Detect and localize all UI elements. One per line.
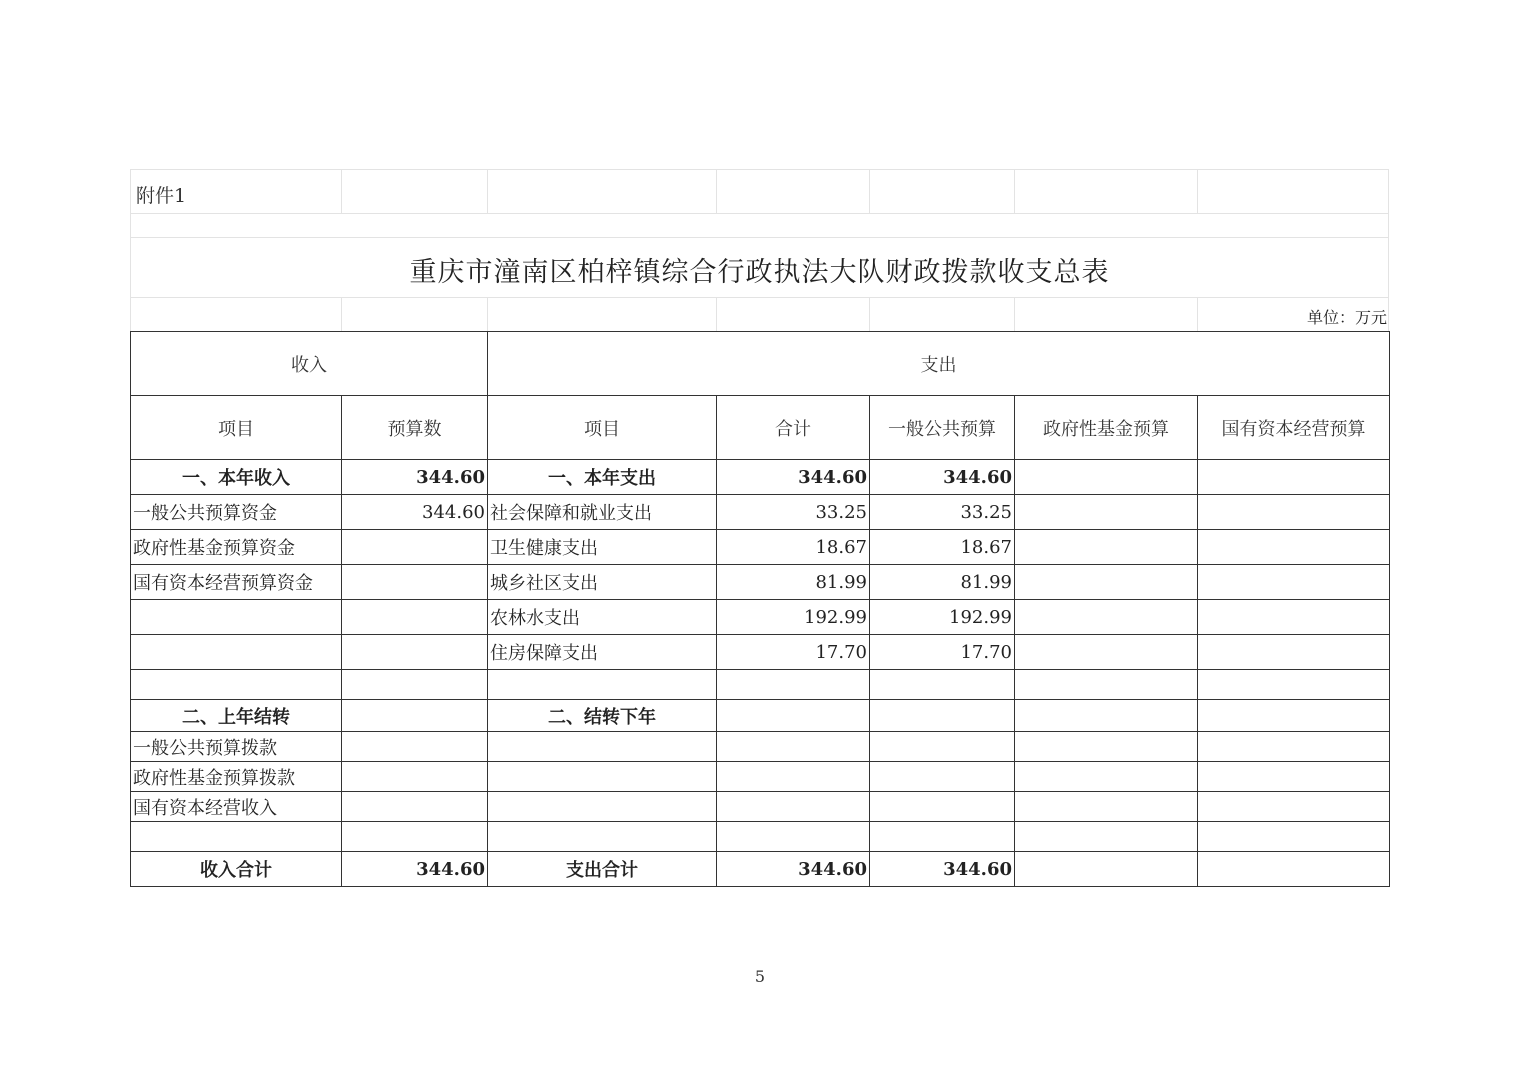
income-value-cell: 344.60 (342, 495, 488, 530)
table-row (131, 565, 1390, 600)
col-general-budget: 一般公共预算 (870, 396, 1015, 460)
state-capital-cell (1198, 732, 1390, 762)
general-budget-cell: 344.60 (870, 852, 1015, 887)
table-row (131, 762, 1390, 792)
gridline (1014, 169, 1015, 213)
income-value-cell (342, 732, 488, 762)
expense-total-cell: 192.99 (717, 600, 870, 635)
expense-item-cell: 卫生健康支出 (488, 530, 717, 565)
gov-fund-cell (1015, 635, 1198, 670)
state-capital-cell (1198, 700, 1390, 732)
unit-label: 单位：万元 (1306, 308, 1387, 327)
state-capital-cell (1198, 670, 1390, 700)
expense-total-cell (717, 822, 870, 852)
table-row (131, 822, 1390, 852)
expense-total-cell: 344.60 (717, 852, 870, 887)
expense-total-cell: 18.67 (717, 530, 870, 565)
general-budget-cell (870, 732, 1015, 762)
gridline (869, 297, 870, 331)
expense-total-cell (717, 670, 870, 700)
gov-fund-cell (1015, 792, 1198, 822)
gov-fund-cell (1015, 700, 1198, 732)
gridline (341, 297, 342, 331)
col-expense-item: 项目 (488, 396, 717, 460)
income-value-cell (342, 700, 488, 732)
income-item-cell: 国有资本经营预算资金 (131, 565, 342, 600)
income-item-cell: 二、上年结转 (131, 700, 342, 732)
table-row (131, 700, 1390, 732)
income-header: 收入 (131, 332, 488, 396)
income-value-cell: 344.60 (342, 852, 488, 887)
state-capital-cell (1198, 600, 1390, 635)
expense-item-cell: 城乡社区支出 (488, 565, 717, 600)
state-capital-cell (1198, 635, 1390, 670)
expense-total-cell (717, 732, 870, 762)
table-row (131, 495, 1390, 530)
general-budget-cell (870, 762, 1015, 792)
income-item-cell: 收入合计 (131, 852, 342, 887)
col-state-capital: 国有资本经营预算 (1198, 396, 1390, 460)
state-capital-cell (1198, 852, 1390, 887)
income-value-cell (342, 530, 488, 565)
gov-fund-cell (1015, 600, 1198, 635)
state-capital-cell (1198, 565, 1390, 600)
income-item-cell: 一般公共预算拨款 (131, 732, 342, 762)
expense-item-cell: 住房保障支出 (488, 635, 717, 670)
general-budget-cell (870, 670, 1015, 700)
page-number: 5 (754, 967, 766, 986)
gov-fund-cell (1015, 852, 1198, 887)
general-budget-cell: 33.25 (870, 495, 1015, 530)
expense-item-cell (488, 822, 717, 852)
expense-total-cell: 344.60 (717, 460, 870, 495)
gridline (130, 213, 1389, 214)
expense-total-cell: 17.70 (717, 635, 870, 670)
expense-item-cell: 一、本年支出 (488, 460, 717, 495)
expense-total-cell (717, 700, 870, 732)
income-value-cell (342, 565, 488, 600)
gridline (341, 169, 342, 213)
gridline (130, 237, 1389, 238)
gov-fund-cell (1015, 670, 1198, 700)
col-income-budget: 预算数 (342, 396, 488, 460)
budget-table (130, 331, 1390, 887)
gov-fund-cell (1015, 732, 1198, 762)
table-row (131, 460, 1390, 495)
gov-fund-cell (1015, 822, 1198, 852)
gov-fund-cell (1015, 565, 1198, 600)
expense-total-cell (717, 792, 870, 822)
gridline (869, 169, 870, 213)
income-value-cell (342, 635, 488, 670)
general-budget-cell: 17.70 (870, 635, 1015, 670)
income-value-cell (342, 670, 488, 700)
table-row (131, 600, 1390, 635)
table-row (131, 670, 1390, 700)
general-budget-cell: 192.99 (870, 600, 1015, 635)
general-budget-cell (870, 822, 1015, 852)
income-item-cell: 政府性基金预算资金 (131, 530, 342, 565)
expense-item-cell (488, 670, 717, 700)
expense-total-cell: 81.99 (717, 565, 870, 600)
income-value-cell (342, 822, 488, 852)
income-item-cell (131, 635, 342, 670)
state-capital-cell (1198, 460, 1390, 495)
expense-total-cell (717, 762, 870, 792)
table-row (131, 732, 1390, 762)
general-budget-cell (870, 792, 1015, 822)
gridline (716, 169, 717, 213)
gov-fund-cell (1015, 530, 1198, 565)
gridline (1197, 297, 1198, 331)
income-item-cell (131, 822, 342, 852)
gridline (1197, 169, 1198, 213)
table-row (131, 852, 1390, 887)
income-item-cell: 国有资本经营收入 (131, 792, 342, 822)
expense-total-cell: 33.25 (717, 495, 870, 530)
gov-fund-cell (1015, 762, 1198, 792)
gridline (487, 169, 488, 213)
income-value-cell (342, 600, 488, 635)
expense-item-cell: 农林水支出 (488, 600, 717, 635)
general-budget-cell (870, 700, 1015, 732)
page-title: 重庆市潼南区柏梓镇综合行政执法大队财政拨款收支总表 (409, 257, 1110, 288)
gridline (487, 297, 488, 331)
general-budget-cell: 344.60 (870, 460, 1015, 495)
income-item-cell (131, 670, 342, 700)
income-item-cell: 政府性基金预算拨款 (131, 762, 342, 792)
gov-fund-cell (1015, 495, 1198, 530)
state-capital-cell (1198, 762, 1390, 792)
gridline (130, 297, 1389, 298)
expense-item-cell: 社会保障和就业支出 (488, 495, 717, 530)
gov-fund-cell (1015, 460, 1198, 495)
gridline (716, 297, 717, 331)
income-value-cell (342, 762, 488, 792)
state-capital-cell (1198, 495, 1390, 530)
table-row (131, 792, 1390, 822)
state-capital-cell (1198, 792, 1390, 822)
expense-item-cell (488, 792, 717, 822)
state-capital-cell (1198, 530, 1390, 565)
expense-item-cell: 支出合计 (488, 852, 717, 887)
general-budget-cell: 81.99 (870, 565, 1015, 600)
income-item-cell: 一般公共预算资金 (131, 495, 342, 530)
gridline (130, 169, 1389, 170)
attachment-label: 附件1 (136, 185, 187, 207)
income-value-cell (342, 792, 488, 822)
general-budget-cell: 18.67 (870, 530, 1015, 565)
expense-item-cell (488, 762, 717, 792)
expense-item-cell (488, 732, 717, 762)
income-item-cell: 一、本年收入 (131, 460, 342, 495)
col-total: 合计 (717, 396, 870, 460)
income-value-cell: 344.60 (342, 460, 488, 495)
table-row (131, 530, 1390, 565)
expense-item-cell: 二、结转下年 (488, 700, 717, 732)
state-capital-cell (1198, 822, 1390, 852)
col-income-item: 项目 (131, 396, 342, 460)
col-gov-fund: 政府性基金预算 (1015, 396, 1198, 460)
table-row (131, 635, 1390, 670)
gridline (1014, 297, 1015, 331)
income-item-cell (131, 600, 342, 635)
expense-header: 支出 (488, 332, 1390, 396)
